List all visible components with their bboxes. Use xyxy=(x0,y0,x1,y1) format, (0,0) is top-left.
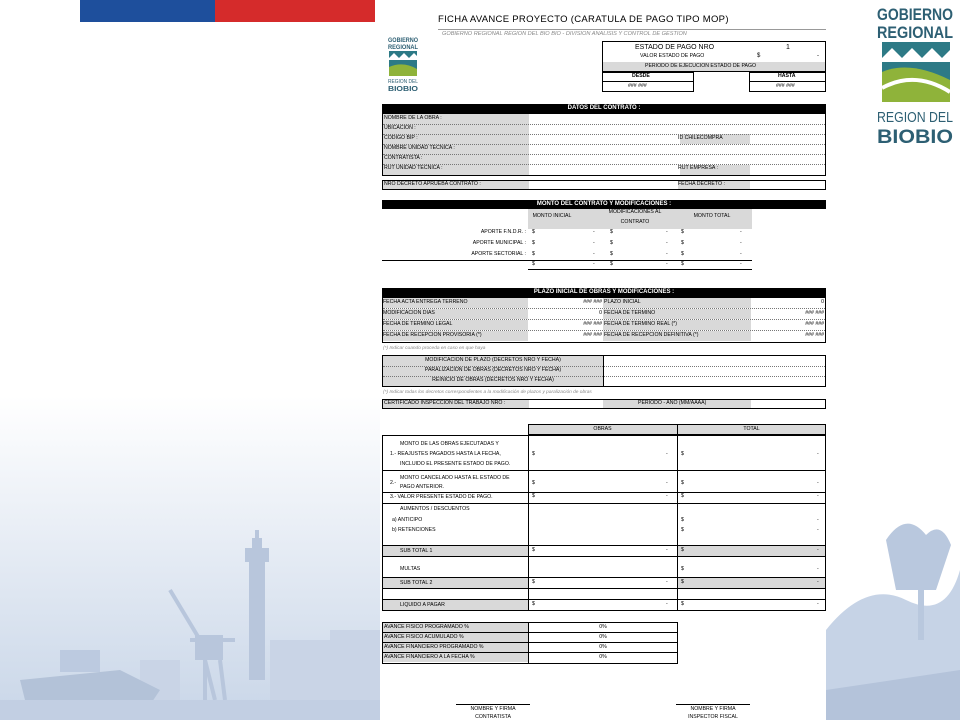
currency-symbol: $ xyxy=(681,480,684,486)
decreto-label: NRO DECRETO APRUEBA CONTRATO : xyxy=(384,181,481,187)
unidad-tecnica-label: NOMBRE UNIDAD TECNICA : xyxy=(384,145,455,151)
currency-symbol: $ xyxy=(532,251,535,257)
r1-line1: MONTO DE LAS OBRAS EJECUTADAS Y xyxy=(400,441,499,447)
codigo-bip-label: CODIGO BIP : xyxy=(384,135,418,141)
ubicacion-label: UBICACION : xyxy=(384,125,416,131)
mod-plazo-label: MODIFICACION DE PLAZO (DECRETOS NRO Y FECHA) xyxy=(425,357,561,363)
monto-header: MONTO DEL CONTRATO Y MODIFICACIONES : xyxy=(382,200,826,209)
monto-total-value[interactable]: - xyxy=(740,229,742,235)
plazo-value[interactable]: 0 xyxy=(599,310,602,316)
total-value[interactable]: - xyxy=(817,451,819,457)
svg-text:REGIONAL: REGIONAL xyxy=(388,45,419,51)
modificaciones-value[interactable]: - xyxy=(666,240,668,246)
divider xyxy=(383,164,825,165)
plazo-value[interactable]: 0 xyxy=(821,299,824,305)
total-value[interactable]: - xyxy=(817,579,819,585)
background-port-illustration xyxy=(0,0,380,720)
plazo-label: FECHA ACTA ENTREGA TERRENO xyxy=(383,299,468,305)
reinicio-label: REINICIO DE OBRAS (DECRETOS NRO Y FECHA) xyxy=(432,377,554,383)
total-inicial-value: - xyxy=(593,261,595,267)
payment-form-sheet xyxy=(380,0,826,720)
contrato-header: DATOS DEL CONTRATO : xyxy=(382,104,826,113)
plazo-label: FECHA DE RECEPCION DEFINITIVA (*) xyxy=(604,332,699,338)
total-value[interactable]: - xyxy=(817,601,819,607)
divider xyxy=(382,503,826,504)
svg-text:REGION DEL: REGION DEL xyxy=(388,79,419,85)
divider xyxy=(382,588,826,589)
currency-symbol: $ xyxy=(681,579,684,585)
mods-divider xyxy=(603,355,604,387)
page-subtitle: GOBIERNO REGIONAL REGION DEL BIO BIO - DIVISION ANALISIS Y CONTROL DE GESTION xyxy=(442,31,687,37)
valor-estado-currency: $ xyxy=(757,53,761,59)
plazo-label: FECHA DE TERMINO xyxy=(604,310,656,316)
currency-symbol: $ xyxy=(532,240,535,246)
total-value[interactable]: - xyxy=(817,527,819,533)
multas-label: MULTAS xyxy=(400,566,421,572)
total-value[interactable]: - xyxy=(817,566,819,572)
obras-value[interactable]: - xyxy=(666,480,668,486)
flag-red-stripe xyxy=(215,0,375,22)
currency-symbol: $ xyxy=(681,493,684,499)
contratista-label: CONTRATISTA : xyxy=(384,155,423,161)
svg-text:GOBIERNO: GOBIERNO xyxy=(877,5,953,24)
monto-bottom-line xyxy=(528,269,752,270)
total-col-header: TOTAL xyxy=(743,426,760,432)
monto-inicial-value[interactable]: - xyxy=(593,240,595,246)
total-value[interactable]: - xyxy=(817,547,819,553)
desde-label: DESDE xyxy=(632,73,650,79)
liquido-label: LIQUIDO A PAGAR xyxy=(400,602,445,608)
currency-symbol: $ xyxy=(532,493,535,499)
divider xyxy=(382,492,826,493)
currency-symbol: $ xyxy=(681,566,684,572)
divider xyxy=(382,556,826,557)
mods-note: (*) Indicar todas los decretos correspondientes a la modificación de plazos y paralización de obras xyxy=(383,390,592,395)
plazo-label: FECHA DE TERMINO LEGAL xyxy=(383,321,453,327)
monto-total-value[interactable]: - xyxy=(740,251,742,257)
total-value[interactable]: - xyxy=(817,493,819,499)
periodo-ano-label: PERIODO - AÑO (MM/AAAA) xyxy=(638,400,707,406)
svg-text:REGION DEL: REGION DEL xyxy=(877,109,953,126)
sub1-total-bg xyxy=(678,546,825,556)
monto-total-line xyxy=(382,260,752,261)
modificaciones-header-1: MODIFICACIONES AL xyxy=(608,209,662,215)
anticipo-label: a) ANTICIPO xyxy=(392,517,423,523)
total-mod-value: - xyxy=(666,261,668,267)
currency-symbol: $ xyxy=(681,229,684,235)
svg-text:REGIONAL: REGIONAL xyxy=(877,23,953,42)
currency-symbol: $ xyxy=(610,229,613,235)
background-forest-illustration xyxy=(826,430,960,720)
r3-label: 3.- VALOR PRESENTE ESTADO DE PAGO. xyxy=(390,494,493,500)
plazo-label: FECHA DE RECEPCION PROVISORIA (*) xyxy=(383,332,482,338)
periodo-label: PERIODO DE EJECUCION ESTADO DE PAGO xyxy=(645,63,757,69)
plazo-value[interactable]: ### ### xyxy=(583,299,602,305)
estado-pago-nro[interactable]: 1 xyxy=(786,44,790,51)
currency-symbol: $ xyxy=(532,480,535,486)
valor-estado-value[interactable]: - xyxy=(817,53,819,59)
avance-value[interactable]: 0% xyxy=(599,624,607,630)
svg-text:BIOBIO: BIOBIO xyxy=(877,127,953,148)
total-value[interactable]: - xyxy=(817,517,819,523)
aumentos-label: AUMENTOS / DESCUENTOS xyxy=(400,506,470,512)
plazo-label: FECHA DE TERMINO REAL (*) xyxy=(604,321,677,327)
plazo-label: PLAZO INICIAL xyxy=(604,299,641,305)
currency-symbol: $ xyxy=(610,261,613,267)
svg-text:BIOBIO: BIOBIO xyxy=(388,86,419,93)
avance-value[interactable]: 0% xyxy=(599,654,607,660)
firma-inspector-role: INSPECTOR FISCAL xyxy=(688,714,738,720)
svg-text:GOBIERNO: GOBIERNO xyxy=(388,38,419,44)
currency-symbol: $ xyxy=(532,229,535,235)
modificaciones-value[interactable]: - xyxy=(666,251,668,257)
firma-contratista-label: NOMBRE Y FIRMA xyxy=(470,706,516,712)
obras-value[interactable]: - xyxy=(666,601,668,607)
desde-value[interactable]: ### ### xyxy=(628,83,647,89)
modificaciones-value[interactable]: - xyxy=(666,229,668,235)
rut-unidad-label: RUT UNIDAD TECNICA : xyxy=(384,165,443,171)
plazo-header: PLAZO INICIAL DE OBRAS Y MODIFICACIONES : xyxy=(382,288,826,297)
estado-pago-title: ESTADO DE PAGO NRO xyxy=(635,44,715,51)
divider xyxy=(382,470,826,471)
cert-label: CERTIFICADO INSPECCION DEL TRABAJO NRO : xyxy=(384,400,506,406)
sub2-total-bg xyxy=(678,578,825,588)
plazo-value[interactable]: ### ### xyxy=(583,321,602,327)
aporte-label: APORTE MUNICIPAL : xyxy=(472,240,526,246)
currency-symbol: $ xyxy=(532,579,535,585)
plazo-label: MODIFICACION DIAS xyxy=(383,310,435,316)
small-logo xyxy=(386,35,420,93)
firma-contratista-line xyxy=(456,704,530,705)
r2-line2: PAGO ANTERIOR. xyxy=(400,484,445,490)
currency-symbol: $ xyxy=(681,601,684,607)
obras-value[interactable]: - xyxy=(666,451,668,457)
plazo-value[interactable]: ### ### xyxy=(805,310,824,316)
plazo-value[interactable]: ### ### xyxy=(805,332,824,338)
valor-estado-label: VALOR ESTADO DE PAGO xyxy=(640,53,705,59)
avance-label: AVANCE FINANCIERO PROGRAMADO % xyxy=(384,644,484,650)
paralizacion-label: PARALIZACION DE OBRAS (DECRETOS NRO Y FECHA) xyxy=(424,367,562,373)
avance-value[interactable]: 0% xyxy=(599,644,607,650)
currency-symbol: $ xyxy=(610,251,613,257)
total-value[interactable]: - xyxy=(817,480,819,486)
firma-contratista-role: CONTRATISTA xyxy=(475,714,511,720)
obras-value[interactable]: - xyxy=(666,547,668,553)
obras-value[interactable]: - xyxy=(666,579,668,585)
avance-value[interactable]: 0% xyxy=(599,634,607,640)
currency-symbol: $ xyxy=(681,527,684,533)
hasta-label: HASTA xyxy=(778,73,796,79)
r1-line2: 1.- REAJUSTES PAGADOS HASTA LA FECHA, xyxy=(390,451,501,457)
currency-symbol: $ xyxy=(681,547,684,553)
obras-value[interactable]: - xyxy=(666,493,668,499)
avance-label: AVANCE FISICO ACUMULADO % xyxy=(384,634,464,640)
hasta-value[interactable]: ### ### xyxy=(776,83,795,89)
desde-divider xyxy=(602,81,694,82)
currency-symbol: $ xyxy=(532,261,535,267)
currency-symbol: $ xyxy=(532,601,535,607)
aporte-label: APORTE SECTORIAL : xyxy=(471,251,526,257)
r2-line1: MONTO CANCELADO HASTA EL ESTADO DE xyxy=(400,475,510,481)
firma-inspector-label: NOMBRE Y FIRMA xyxy=(690,706,736,712)
obras-col-header: OBRAS xyxy=(593,426,612,432)
currency-symbol: $ xyxy=(681,240,684,246)
id-chilecompra-label: ID CHILECOMPRA xyxy=(678,135,723,141)
retenciones-label: b) RETENCIONES xyxy=(392,527,436,533)
avance-label: AVANCE FINANCIERO A LA FECHA % xyxy=(384,654,475,660)
firma-inspector-line xyxy=(676,704,750,705)
currency-symbol: $ xyxy=(532,547,535,553)
sub-total-2-label: SUB TOTAL 2 xyxy=(400,580,433,586)
divider xyxy=(383,124,825,125)
monto-inicial-value[interactable]: - xyxy=(593,251,595,257)
currency-symbol: $ xyxy=(681,517,684,523)
nombre-obra-label: NOMBRE DE LA OBRA : xyxy=(384,115,442,121)
aporte-label: APORTE F.N.D.R. : xyxy=(480,229,526,235)
plazo-note: (*) Indicar cuando proceda en caso en que haya xyxy=(383,346,486,351)
fecha-decreto-label: FECHA DECRETO : xyxy=(678,181,725,187)
sub-total-1-label: SUB TOTAL 1 xyxy=(400,548,433,554)
currency-symbol: $ xyxy=(532,451,535,457)
divider xyxy=(383,154,825,155)
hasta-divider xyxy=(749,81,826,82)
total-total-value: - xyxy=(740,261,742,267)
monto-total-header: MONTO TOTAL xyxy=(693,213,731,219)
modificaciones-header-2: CONTRATO xyxy=(620,219,650,225)
pagos-label-divider xyxy=(528,435,529,611)
currency-symbol: $ xyxy=(681,261,684,267)
monto-total-value[interactable]: - xyxy=(740,240,742,246)
avance-label: AVANCE FISICO PROGRAMADO % xyxy=(384,624,469,630)
plazo-value[interactable]: ### ### xyxy=(805,321,824,327)
currency-symbol: $ xyxy=(681,451,684,457)
currency-symbol: $ xyxy=(681,251,684,257)
currency-symbol: $ xyxy=(610,240,613,246)
flag-blue-stripe xyxy=(80,0,215,22)
r2-number: 2.- xyxy=(390,480,397,486)
title-underline xyxy=(438,29,826,30)
gobierno-regional-logo xyxy=(870,0,960,150)
rut-empresa-label: RUT EMPRESA : xyxy=(678,165,718,171)
monto-inicial-header: MONTO INICIAL xyxy=(532,213,572,219)
plazo-value[interactable]: ### ### xyxy=(583,332,602,338)
divider xyxy=(383,134,825,135)
page-title: FICHA AVANCE PROYECTO (CARATULA DE PAGO TIPO MOP) xyxy=(438,14,729,25)
monto-inicial-value[interactable]: - xyxy=(593,229,595,235)
r1-line3: INCLUIDO EL PRESENTE ESTADO DE PAGO. xyxy=(400,461,511,467)
